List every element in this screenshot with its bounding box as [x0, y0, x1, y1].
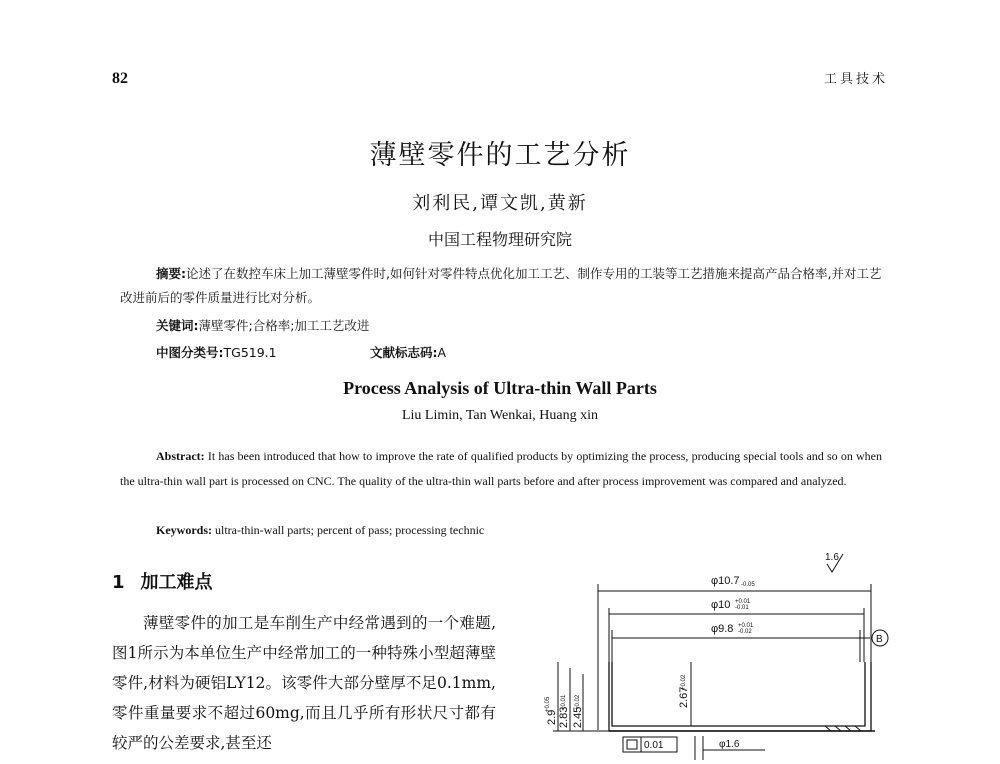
part-outline — [612, 662, 865, 726]
dim-d2-tol-upper: +0.01 — [735, 599, 751, 605]
keywords-en-text: ultra-thin-wall parts; percent of pass; processing technic — [212, 523, 485, 537]
journal-name: 工具技术 — [824, 72, 889, 87]
affiliation-cn: 中国工程物理研究院 — [427, 230, 572, 249]
abstract-cn-label: 摘要: — [156, 266, 186, 281]
doc-code-value: A — [437, 345, 447, 360]
keywords-en — [156, 523, 484, 538]
roughness-value: 1.6 — [825, 552, 839, 563]
abstract-en — [120, 444, 882, 494]
dim-h4-tol: +0.02 — [681, 674, 687, 690]
flatness-symbol — [627, 740, 637, 749]
dim-h3-tol: +0.02 — [575, 694, 581, 710]
dim-d3-tol-upper: +0.01 — [738, 623, 754, 629]
figure-part-drawing — [525, 550, 895, 760]
datum-label: B — [876, 634, 883, 645]
keywords-en-label: Keywords: — [156, 523, 212, 537]
clc-value: TG519.1 — [223, 345, 277, 360]
page-number: 82 — [112, 70, 128, 87]
dim-small-dia: φ1.6 — [719, 739, 740, 750]
abstract-en-text: It has been introduced that how to improve the rate of qualified products by optimizing the process, producing special tools and so on when the ultra-thin wall part is processed on CNC. The quality of the ultra-thin wall parts before and after process improvement was compared and analyzed. — [120, 449, 882, 488]
section-title: 加工难点 — [140, 572, 213, 593]
dim-h4: 2.67 — [678, 686, 690, 708]
technical-drawing — [525, 550, 895, 760]
abstract-en-label: Abstract: — [156, 449, 205, 463]
keywords-cn — [156, 316, 369, 334]
keywords-cn-label: 关键词: — [156, 318, 199, 333]
dim-h2: 2.83 — [558, 706, 570, 728]
dim-h3: 2.45 — [572, 706, 584, 728]
dim-d2-tol-lower: -0.01 — [735, 605, 749, 611]
doc-code-label: 文献标志码: — [370, 345, 438, 360]
clc-label: 中图分类号: — [156, 345, 224, 360]
flatness-value: 0.01 — [644, 740, 664, 751]
dim-h2-tol: +0.01 — [561, 694, 567, 710]
dim-d3: φ9.8 — [711, 623, 734, 635]
dim-d2: φ10 — [711, 599, 731, 611]
document-code — [370, 343, 446, 361]
authors-en: Liu Limin, Tan Wenkai, Huang xin — [401, 408, 599, 423]
dim-h1-tol: +0.05 — [545, 696, 551, 712]
authors-cn: 刘利民,谭文凯,黄新 — [412, 193, 588, 214]
dim-d3-tol-lower: -0.02 — [738, 629, 752, 635]
section-number: 1 — [112, 572, 125, 593]
abstract-cn-text: 论述了在数控车床上加工薄壁零件时,如何针对零件特点优化加工工艺、制作专用的工装等工艺措施来提高产品合格率,并对工艺改进前后的零件质量进行比对分析。 — [120, 266, 882, 305]
section-heading — [112, 568, 213, 594]
dim-h1: 2.9 — [546, 709, 558, 725]
clc-number — [156, 343, 277, 361]
dim-d1-tol: -0.05 — [741, 582, 755, 588]
section-body: 薄壁零件的加工是车削生产中经常遇到的一个难题,图1所示为本单位生产中经常加工的一种特殊小型超薄壁零件,材料为硬铝LY12。该零件大部分壁厚不足0.1mm,零件重量要求不超过60mg,而且几乎所有形状尺寸都有较严的公差要求,甚至还 — [112, 614, 496, 752]
article-title-en: Process Analysis of Ultra-thin Wall Parts — [343, 378, 657, 398]
dim-d1: φ10.7 — [711, 575, 740, 587]
abstract-cn — [120, 262, 882, 310]
keywords-cn-text: 薄壁零件;合格率;加工工艺改进 — [198, 318, 370, 333]
part-outline-outer — [609, 662, 871, 731]
article-title-cn: 薄壁零件的工艺分析 — [369, 140, 631, 171]
